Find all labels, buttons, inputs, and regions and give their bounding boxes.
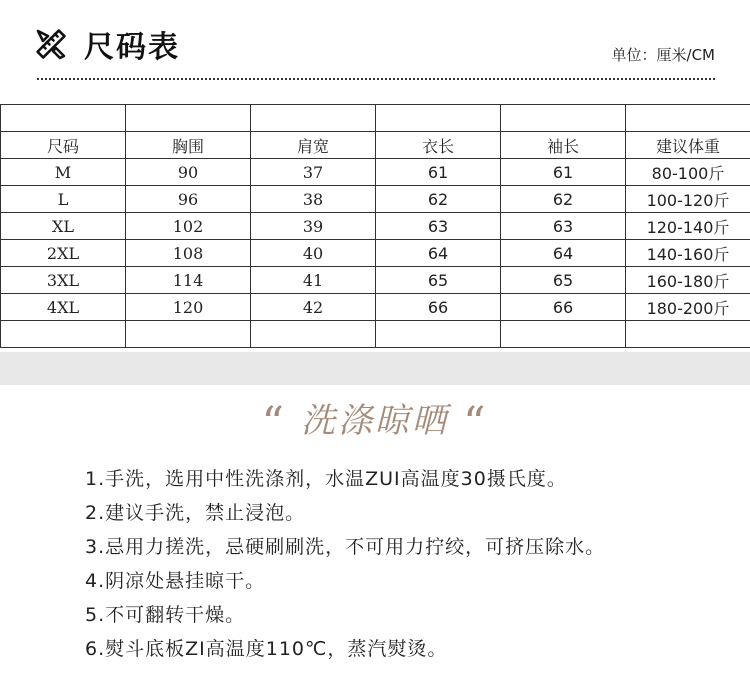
table-cell: 65 — [376, 267, 501, 294]
table-cell: 61 — [501, 159, 626, 186]
column-header: 衣长 — [376, 132, 501, 159]
table-cell: 120 — [126, 294, 251, 321]
size-table — [0, 104, 750, 348]
table-cell: 40 — [251, 240, 376, 267]
size-chart-header — [0, 0, 750, 100]
table-cell: 140-160斤 — [626, 240, 750, 267]
table-cell: 62 — [501, 186, 626, 213]
table-cell: 2XL — [1, 240, 126, 267]
table-cell: 38 — [251, 186, 376, 213]
table-cell: 108 — [126, 240, 251, 267]
table-cell: 39 — [251, 213, 376, 240]
table-cell: 64 — [501, 240, 626, 267]
table-blank-row-top — [1, 105, 750, 132]
table-cell: 80-100斤 — [626, 159, 750, 186]
table-row — [1, 159, 750, 186]
table-cell: 114 — [126, 267, 251, 294]
page-title: 尺码表 — [84, 30, 180, 65]
table-row — [1, 240, 750, 267]
table-cell: L — [1, 186, 126, 213]
column-header: 袖长 — [501, 132, 626, 159]
table-cell: M — [1, 159, 126, 186]
table-cell: 66 — [501, 294, 626, 321]
table-cell: 37 — [251, 159, 376, 186]
table-cell: XL — [1, 213, 126, 240]
wash-title-text: 洗涤晾晒 — [301, 401, 449, 441]
table-cell: 4XL — [1, 294, 126, 321]
ruler-pencil-icon — [34, 27, 68, 61]
table-row — [1, 294, 750, 321]
section-divider-band — [0, 352, 750, 385]
table-cell: 96 — [126, 186, 251, 213]
table-cell: 120-140斤 — [626, 213, 750, 240]
unit-label: 单位：厘米/CM — [611, 46, 715, 64]
care-instructions-list — [85, 462, 605, 666]
table-cell: 62 — [376, 186, 501, 213]
table-cell: 64 — [376, 240, 501, 267]
column-header: 肩宽 — [251, 132, 376, 159]
list-item: 3.忌用力搓洗，忌硬刷刷洗，不可用力拧绞，可挤压除水。 — [85, 536, 606, 558]
column-header: 尺码 — [1, 132, 126, 159]
table-blank-row-bottom — [1, 321, 750, 348]
table-cell: 61 — [376, 159, 501, 186]
table-cell: 160-180斤 — [626, 267, 750, 294]
list-item: 6.熨斗底板ZI高温度110℃，蒸汽熨烫。 — [85, 638, 448, 660]
list-item: 5.不可翻转干燥。 — [85, 604, 246, 626]
close-quote: “ — [463, 398, 489, 449]
table-cell: 42 — [251, 294, 376, 321]
table-row — [1, 267, 750, 294]
table-row — [1, 186, 750, 213]
table-cell: 90 — [126, 159, 251, 186]
table-cell: 3XL — [1, 267, 126, 294]
table-header-row — [1, 132, 750, 159]
table-row — [1, 213, 750, 240]
list-item: 4.阴凉处悬挂晾干。 — [85, 570, 266, 592]
table-cell: 100-120斤 — [626, 186, 750, 213]
table-cell: 66 — [376, 294, 501, 321]
column-header: 建议体重 — [626, 132, 750, 159]
table-cell: 65 — [501, 267, 626, 294]
table-cell: 102 — [126, 213, 251, 240]
dotted-divider — [37, 78, 715, 80]
open-quote: “ — [261, 398, 287, 449]
column-header: 胸围 — [126, 132, 251, 159]
table-cell: 63 — [376, 213, 501, 240]
table-cell: 180-200斤 — [626, 294, 750, 321]
table-cell: 41 — [251, 267, 376, 294]
table-cell: 63 — [501, 213, 626, 240]
list-item: 2.建议手洗，禁止浸泡。 — [85, 502, 306, 524]
wash-section-title — [0, 393, 750, 449]
list-item: 1.手洗，选用中性洗涤剂，水温ZUI高温度30摄氏度。 — [85, 468, 567, 490]
